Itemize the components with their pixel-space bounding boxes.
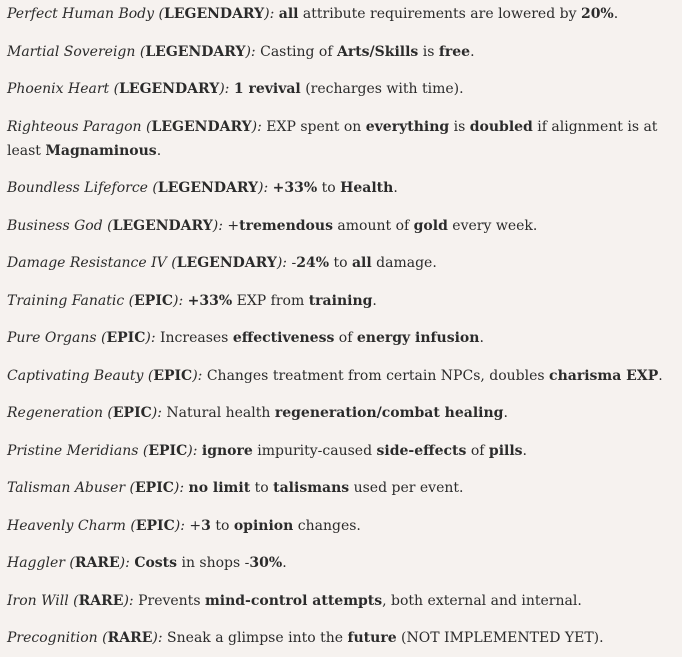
trait-text: . — [156, 142, 162, 159]
trait-text: is — [418, 43, 439, 60]
trait-rarity: EPIC — [106, 330, 146, 346]
trait-text: Sneak a glimpse into the — [167, 630, 348, 646]
trait-item: Iron Will (RARE): Prevents mind-control attempts, both external and internal. — [7, 592, 582, 609]
trait-rarity: RARE — [107, 630, 153, 646]
trait-text: is — [449, 118, 470, 135]
trait-text: Natural health — [166, 405, 275, 421]
trait-text: . — [282, 555, 287, 571]
trait-text: . — [479, 330, 484, 346]
trait-text: damage. — [371, 255, 437, 271]
trait-highlight: Arts/Skills — [336, 43, 419, 60]
trait-text: (NOT IMPLEMENTED YET). — [396, 630, 604, 646]
trait-text: used per event. — [349, 480, 464, 496]
trait-highlight: energy infusion — [356, 330, 480, 346]
trait-text: to — [210, 517, 234, 534]
trait-text: to — [329, 255, 352, 271]
trait-rarity: EPIC — [135, 517, 175, 534]
trait-text: . — [522, 442, 527, 459]
trait-rarity: RARE — [74, 555, 120, 571]
trait-name: Precognition — [7, 630, 98, 646]
trait-highlight: Health — [340, 180, 394, 196]
trait-item: Precognition (RARE): Sneak a glimpse into the future (NOT IMPLEMENTED YET). — [7, 630, 604, 646]
trait-text: . — [393, 180, 398, 196]
trait-rarity: EPIC — [112, 405, 152, 421]
trait-text: if alignment is at least — [7, 118, 658, 159]
trait-text: + — [227, 217, 240, 234]
trait-highlight: talismans — [273, 480, 350, 496]
trait-text: Increases — [160, 330, 233, 346]
trait-rarity: EPIC — [148, 442, 188, 459]
trait-highlight: effectiveness — [232, 330, 335, 346]
trait-item: Phoenix Heart (LEGENDARY): 1 revival (recharges with time). — [7, 81, 464, 97]
trait-item: Captivating Beauty (EPIC): Changes treatment from certain NPCs, doubles charisma EXP. — [7, 367, 663, 384]
trait-name: Regeneration — [7, 405, 103, 421]
trait-text: Changes treatment from certain NPCs, doubles — [206, 367, 550, 384]
trait-rarity: EPIC — [153, 367, 193, 384]
trait-text: . — [613, 6, 619, 22]
trait-text: EXP from — [232, 292, 309, 309]
trait-highlight: all — [278, 6, 299, 22]
trait-item: Perfect Human Body (LEGENDARY): all attribute requirements are lowered by 20%. — [7, 6, 619, 22]
trait-highlight: no limit — [188, 480, 251, 496]
trait-highlight: 20% — [580, 6, 614, 22]
trait-item: Damage Resistance IV (LEGENDARY): -24% to all damage. — [7, 255, 437, 271]
trait-rarity: EPIC — [134, 292, 174, 309]
trait-name: Phoenix Heart — [7, 81, 110, 97]
trait-name: Pristine Meridians — [7, 442, 139, 459]
trait-item: Martial Sovereign (LEGENDARY): Casting of Arts/Skills is free. — [7, 43, 475, 60]
trait-highlight: tremendous — [239, 217, 333, 234]
trait-text: of — [466, 442, 489, 459]
trait-text: Prevents — [138, 592, 205, 609]
trait-text: + — [189, 517, 202, 534]
trait-text: - — [291, 255, 297, 271]
trait-text: EXP spent on — [266, 118, 366, 135]
trait-item: Heavenly Charm (EPIC): +3 to opinion changes. — [7, 517, 361, 534]
trait-highlight: mind-control attempts — [204, 592, 383, 609]
trait-highlight: ignore — [201, 442, 253, 459]
trait-highlight: 3 — [201, 517, 211, 534]
trait-name: Business God — [7, 217, 103, 234]
trait-highlight: all — [351, 255, 372, 271]
trait-name: Damage Resistance IV — [7, 255, 167, 271]
trait-name: Perfect Human Body — [7, 6, 155, 22]
trait-name: Iron Will — [7, 592, 69, 609]
trait-name: Heavenly Charm — [7, 517, 126, 534]
trait-text: attribute requirements are lowered by — [298, 6, 581, 22]
trait-highlight: everything — [365, 118, 450, 135]
trait-highlight: Costs — [134, 555, 178, 571]
trait-item: Training Fanatic (EPIC): +33% EXP from training. — [7, 292, 377, 309]
trait-item: Pristine Meridians (EPIC): ignore impurity-caused side-effects of pills. — [7, 442, 527, 459]
trait-text: . — [470, 43, 475, 60]
trait-highlight: training — [308, 292, 373, 309]
trait-rarity: LEGENDARY — [157, 180, 259, 196]
trait-text: in shops - — [177, 555, 250, 571]
trait-rarity: LEGENDARY — [112, 217, 213, 234]
trait-highlight: 30% — [249, 555, 283, 571]
trait-text: , both external and internal. — [382, 592, 582, 609]
trait-text: . — [503, 405, 508, 421]
trait-highlight: 1 revival — [233, 81, 301, 97]
trait-text: every week. — [447, 217, 538, 234]
trait-name: Boundless Lifeforce — [7, 180, 148, 196]
trait-highlight: +33% — [187, 292, 233, 309]
trait-text: changes. — [293, 517, 361, 534]
trait-name: Pure Organs — [7, 330, 97, 346]
trait-highlight: opinion — [233, 517, 294, 534]
trait-item: Righteous Paragon (LEGENDARY): EXP spent on everything is doubled if alignment is at least Magnaminous. — [7, 118, 658, 159]
trait-highlight: pills — [488, 442, 523, 459]
trait-text: Casting of — [260, 43, 337, 60]
trait-text: . — [372, 292, 377, 309]
trait-highlight: gold — [413, 217, 448, 234]
trait-highlight: free — [438, 43, 471, 60]
trait-text: to — [250, 480, 274, 496]
trait-rarity: LEGENDARY — [163, 6, 265, 22]
trait-name: Talisman Abuser — [7, 480, 126, 496]
trait-highlight: doubled — [469, 118, 533, 135]
trait-rarity: LEGENDARY — [119, 81, 220, 97]
trait-name: Haggler — [7, 555, 65, 571]
trait-item: Boundless Lifeforce (LEGENDARY): +33% to Health. — [7, 180, 398, 196]
trait-highlight: Magnaminous — [45, 142, 157, 159]
trait-name: Righteous Paragon — [7, 118, 142, 135]
trait-text: . — [658, 367, 663, 384]
trait-highlight: regeneration/combat healing — [274, 405, 504, 421]
trait-item: Talisman Abuser (EPIC): no limit to talismans used per event. — [7, 480, 464, 496]
trait-text: amount of — [332, 217, 414, 234]
trait-rarity: LEGENDARY — [176, 255, 277, 271]
trait-highlight: side-effects — [376, 442, 467, 459]
trait-highlight: charisma EXP — [549, 367, 659, 384]
trait-highlight: 24% — [296, 255, 330, 271]
trait-name: Martial Sovereign — [7, 43, 136, 60]
trait-text: to — [317, 180, 341, 196]
trait-item: Haggler (RARE): Costs in shops -30%. — [7, 555, 287, 571]
trait-rarity: EPIC — [135, 480, 174, 496]
trait-item: Pure Organs (EPIC): Increases effectiveness of energy infusion. — [7, 330, 484, 346]
trait-text: (recharges with time). — [300, 81, 464, 97]
trait-highlight: +33% — [272, 180, 318, 196]
trait-highlight: future — [347, 630, 397, 646]
trait-item: Regeneration (EPIC): Natural health regeneration/combat healing. — [7, 405, 508, 421]
trait-text: of — [334, 330, 357, 346]
trait-rarity: LEGENDARY — [151, 118, 252, 135]
trait-rarity: LEGENDARY — [145, 43, 246, 60]
trait-text: impurity-caused — [252, 442, 377, 459]
trait-item: Business God (LEGENDARY): +tremendous amount of gold every week. — [7, 217, 538, 234]
trait-name: Captivating Beauty — [7, 367, 144, 384]
trait-rarity: RARE — [78, 592, 124, 609]
trait-name: Training Fanatic — [7, 292, 125, 309]
